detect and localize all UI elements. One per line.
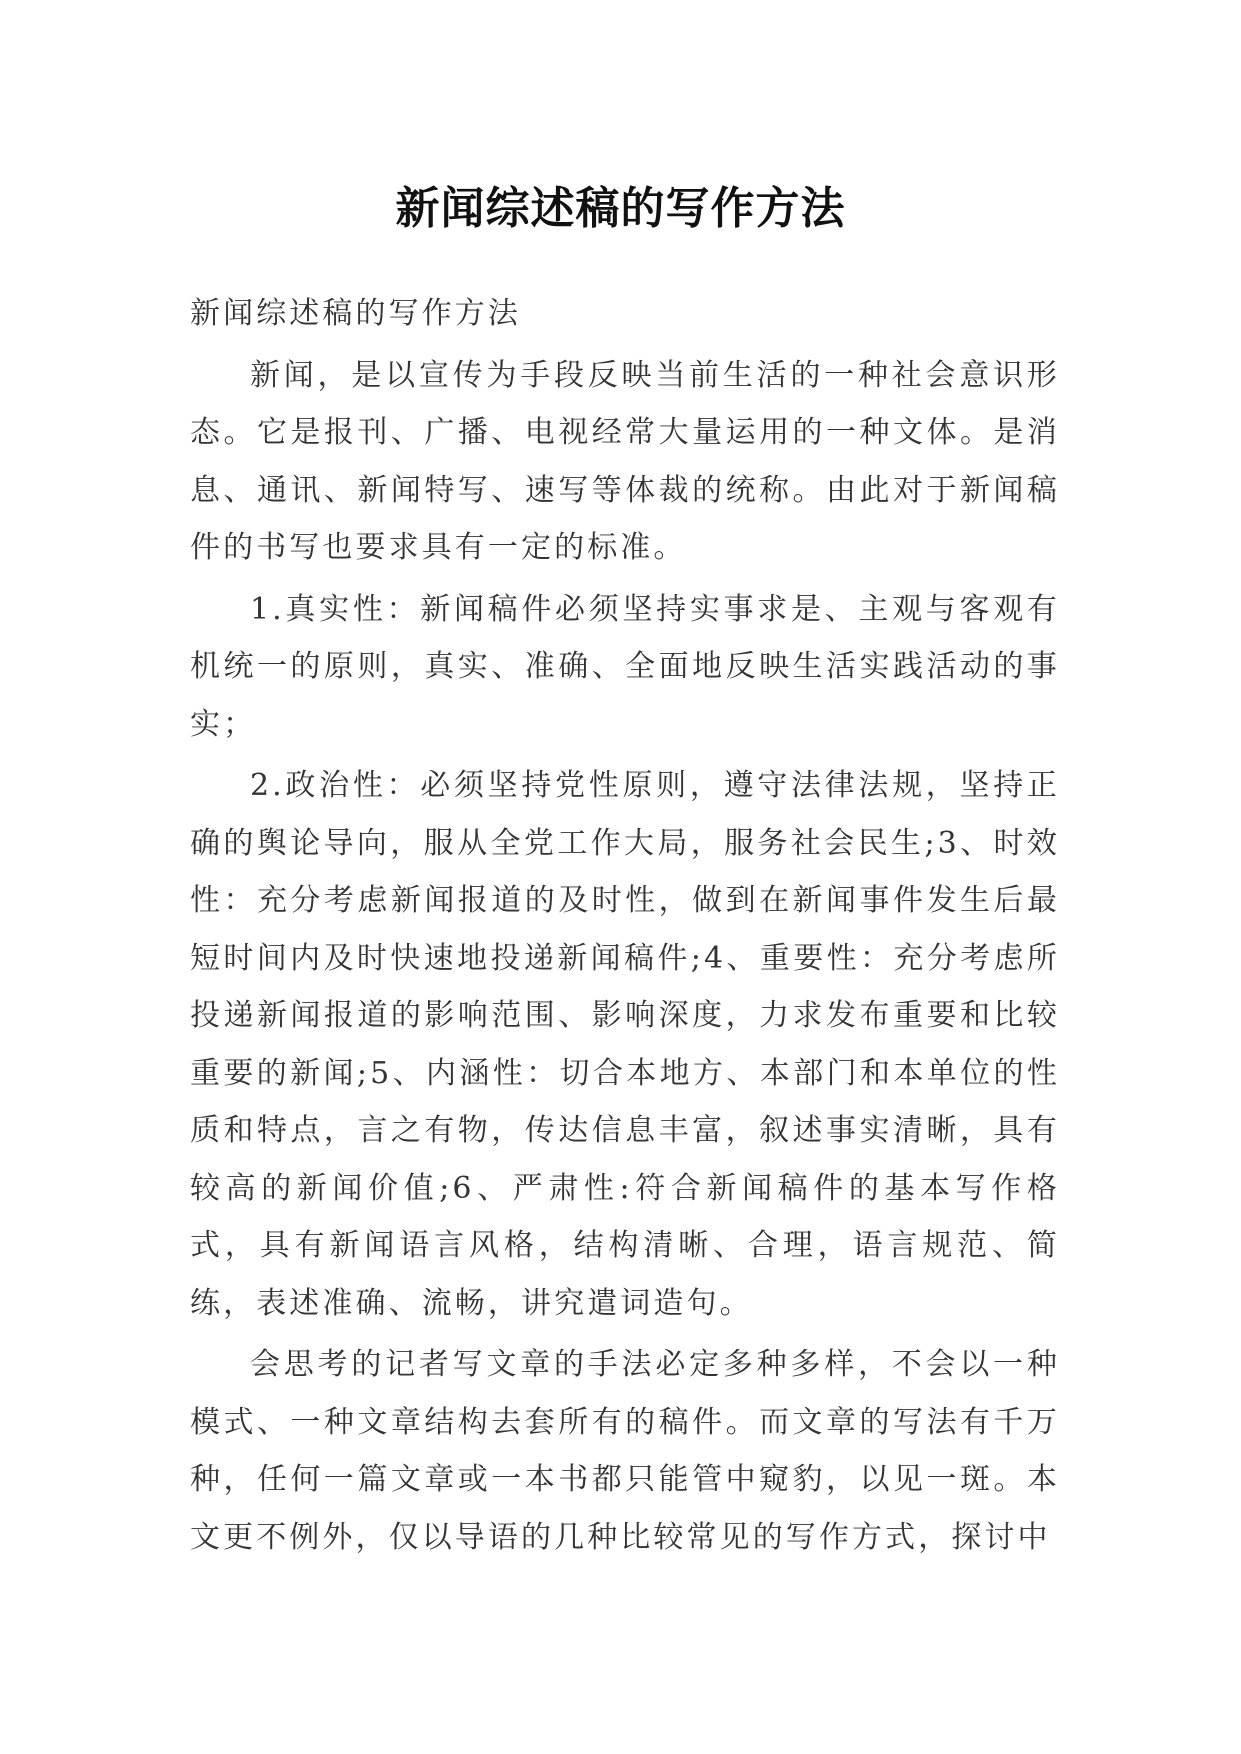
paragraph-intro: 新闻，是以宣传为手段反映当前生活的一种社会意识形态。它是报刊、广播、电视经常大量运用的一种文体。是消息、通讯、新闻特写、速写等体裁的统称。由此对于新闻稿件的书写也要求具有一定的标准。 <box>190 357 1060 565</box>
document-body <box>190 285 1060 1570</box>
paragraph-authenticity: 1.真实性：新闻稿件必须坚持实事求是、主观与客观有机统一的原则，真实、准确、全面地反映生活实践活动的事实； <box>190 591 1060 742</box>
paragraph-political: 2.政治性：必须坚持党性原则，遵守法律法规，坚持正确的舆论导向，服从全党工作大局，服务社会民生;3、时效性：充分考虑新闻报道的及时性，做到在新闻事件发生后最短时间内及时快速地投递新闻稿件;4、重要性：充分考虑所投递新闻报道的影响范围、影响深度，力求发布重要和比较重要的新闻;5、内涵性：切合本地方、本部门和本单位的性质和特点，言之有物，传达信息丰富，叙述事实清晰，具有较高的新闻价值;6、严肃性:符合新闻稿件的基本写作格式，具有新闻语言风格，结构清晰、合理，语言规范、简练，表述准确、流畅，讲究遣词造句。 <box>190 768 1060 1321</box>
paragraph-writing-methods: 会思考的记者写文章的手法必定多种多样，不会以一种模式、一种文章结构去套所有的稿件。而文章的写法有千万种，任何一篇文章或一本书都只能管中窥豹，以见一斑。本文更不例外，仅以导语的几种比较常见的写作方式，探讨中 <box>190 1347 1060 1555</box>
document-subtitle: 新闻综述稿的写作方法 <box>190 296 521 331</box>
document-title: 新闻综述稿的写作方法 <box>395 183 846 235</box>
